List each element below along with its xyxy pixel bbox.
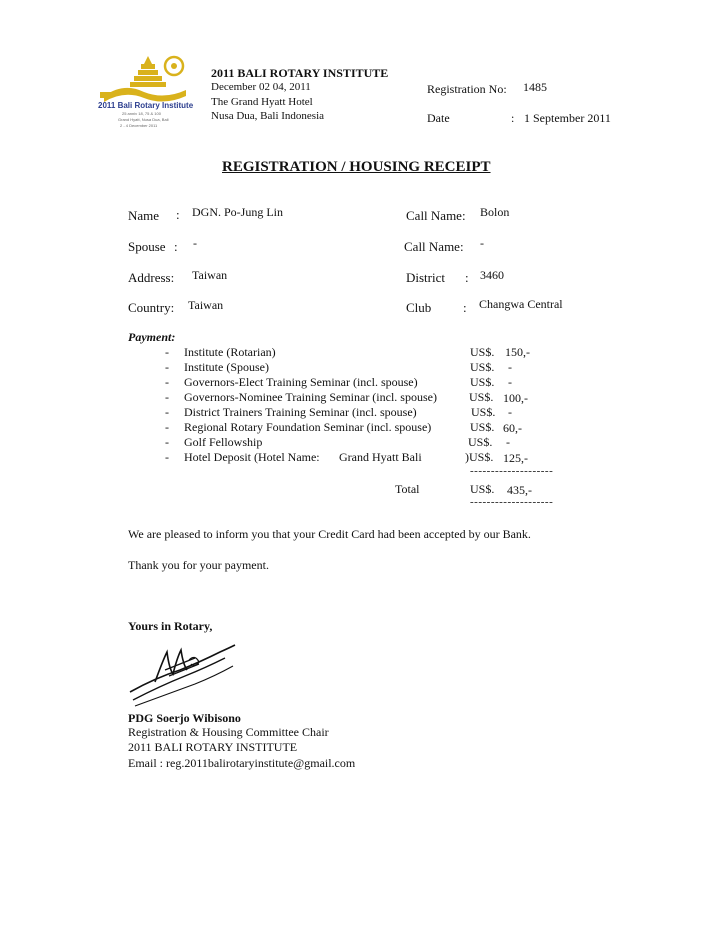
payment-item-currency: )US$. xyxy=(465,450,494,464)
payment-item-amount: - xyxy=(508,405,512,419)
total-separator-bottom: -------------------- xyxy=(470,496,554,508)
payment-item-currency: US$. xyxy=(470,420,495,434)
address-value: Taiwan xyxy=(192,268,228,282)
club-value: Changwa Central xyxy=(479,297,563,311)
payment-item-amount: 150,- xyxy=(505,345,530,359)
logo-subcaption: 25 anniv 18, 75 & 100 xyxy=(122,111,161,116)
name-label: Name xyxy=(128,208,160,223)
total-separator-top: -------------------- xyxy=(470,465,554,477)
spouse-value: - xyxy=(193,236,197,250)
call-name-value: Bolon xyxy=(480,205,510,219)
district-value: 3460 xyxy=(480,268,504,282)
payment-bullet: - xyxy=(165,405,169,419)
spouse-label: Spouse xyxy=(128,239,166,254)
payment-bullet: - xyxy=(165,420,169,434)
district-colon: : xyxy=(465,270,469,285)
signature-icon xyxy=(125,640,240,710)
registration-label: Registration No: xyxy=(427,82,507,96)
payment-item-amount: - xyxy=(508,375,512,389)
signatory-organization: 2011 BALI ROTARY INSTITUTE xyxy=(128,740,298,754)
club-label: Club xyxy=(406,300,432,315)
payment-item-label: Regional Rotary Foundation Seminar (incl. spouse) xyxy=(184,420,432,434)
district-label: District xyxy=(406,270,445,285)
call-name-label: Call Name: xyxy=(406,208,466,223)
event-title: 2011 BALI ROTARY INSTITUTE xyxy=(211,66,389,80)
payment-item-label: Institute (Rotarian) xyxy=(184,345,276,359)
country-label: Country: xyxy=(128,300,175,315)
hotel-name-value: Grand Hyatt Bali xyxy=(339,450,422,464)
spouse-call-name-label: Call Name: xyxy=(404,239,464,254)
payment-bullet: - xyxy=(165,390,169,404)
payment-item-label: District Trainers Training Seminar (incl. spouse) xyxy=(184,405,417,419)
payment-item-label: Golf Fellowship xyxy=(184,435,263,449)
payment-item-currency: US$. xyxy=(470,375,495,389)
payment-item-amount: 100,- xyxy=(503,391,528,405)
spouse-colon: : xyxy=(174,239,178,254)
signatory-role: Registration & Housing Committee Chair xyxy=(128,725,329,739)
payment-item-currency: US$. xyxy=(469,390,494,404)
payment-item-currency: US$. xyxy=(468,435,493,449)
payment-item-amount: 60,- xyxy=(503,421,522,435)
payment-item-amount: 125,- xyxy=(503,451,528,465)
total-amount: 435,- xyxy=(507,483,532,497)
event-venue: The Grand Hyatt Hotel xyxy=(211,96,313,108)
payment-item-amount: - xyxy=(506,435,510,449)
total-currency: US$. xyxy=(470,482,495,496)
payment-bullet: - xyxy=(165,435,169,449)
payment-heading: Payment: xyxy=(128,330,176,344)
country-value: Taiwan xyxy=(188,298,224,312)
payment-item-currency: US$. xyxy=(470,345,495,359)
confirmation-paragraph: We are pleased to inform you that your Credit Card had been accepted by our Bank. xyxy=(128,527,531,541)
payment-item-amount: - xyxy=(508,360,512,374)
thanks-paragraph: Thank you for your payment. xyxy=(128,558,269,572)
payment-item-label: Governors-Elect Training Seminar (incl. spouse) xyxy=(184,375,418,389)
payment-bullet: - xyxy=(165,375,169,389)
logo-subcaption: 2 - 4 December 2011 xyxy=(120,123,158,128)
signature xyxy=(125,640,240,710)
payment-bullet: - xyxy=(165,345,169,359)
event-dates: December 02 04, 2011 xyxy=(211,81,311,93)
payment-bullet: - xyxy=(165,360,169,374)
address-label: Address: xyxy=(128,270,175,285)
closing-line: Yours in Rotary, xyxy=(128,619,213,633)
name-value: DGN. Po-Jung Lin xyxy=(192,205,284,219)
payment-item-label: Governors-Nominee Training Seminar (incl. spouse) xyxy=(184,390,437,404)
date-colon: : xyxy=(511,111,515,125)
logo-caption: 2011 Bali Rotary Institute xyxy=(98,101,194,110)
name-colon: : xyxy=(176,207,180,222)
page-title: REGISTRATION / HOUSING RECEIPT xyxy=(222,159,491,175)
event-location: Nusa Dua, Bali Indonesia xyxy=(211,110,325,122)
spouse-call-name-value: - xyxy=(480,236,484,250)
payment-item-label: Hotel Deposit (Hotel Name: xyxy=(184,450,320,464)
date-value: 1 September 2011 xyxy=(524,111,611,125)
signatory-email[interactable]: Email : reg.2011balirotaryinstitute@gmail.com xyxy=(128,756,356,770)
payment-bullet: - xyxy=(165,450,169,464)
logo-subcaption: Grand Hyatt, Nusa Dua, Bali xyxy=(118,117,169,122)
registration-number: 1485 xyxy=(523,80,547,94)
club-colon: : xyxy=(463,300,467,315)
payment-item-currency: US$. xyxy=(471,405,496,419)
total-label: Total xyxy=(395,482,420,496)
signatory-name: PDG Soerjo Wibisono xyxy=(128,711,241,725)
payment-item-label: Institute (Spouse) xyxy=(184,360,269,374)
payment-item-currency: US$. xyxy=(470,360,495,374)
date-label: Date xyxy=(427,111,450,125)
